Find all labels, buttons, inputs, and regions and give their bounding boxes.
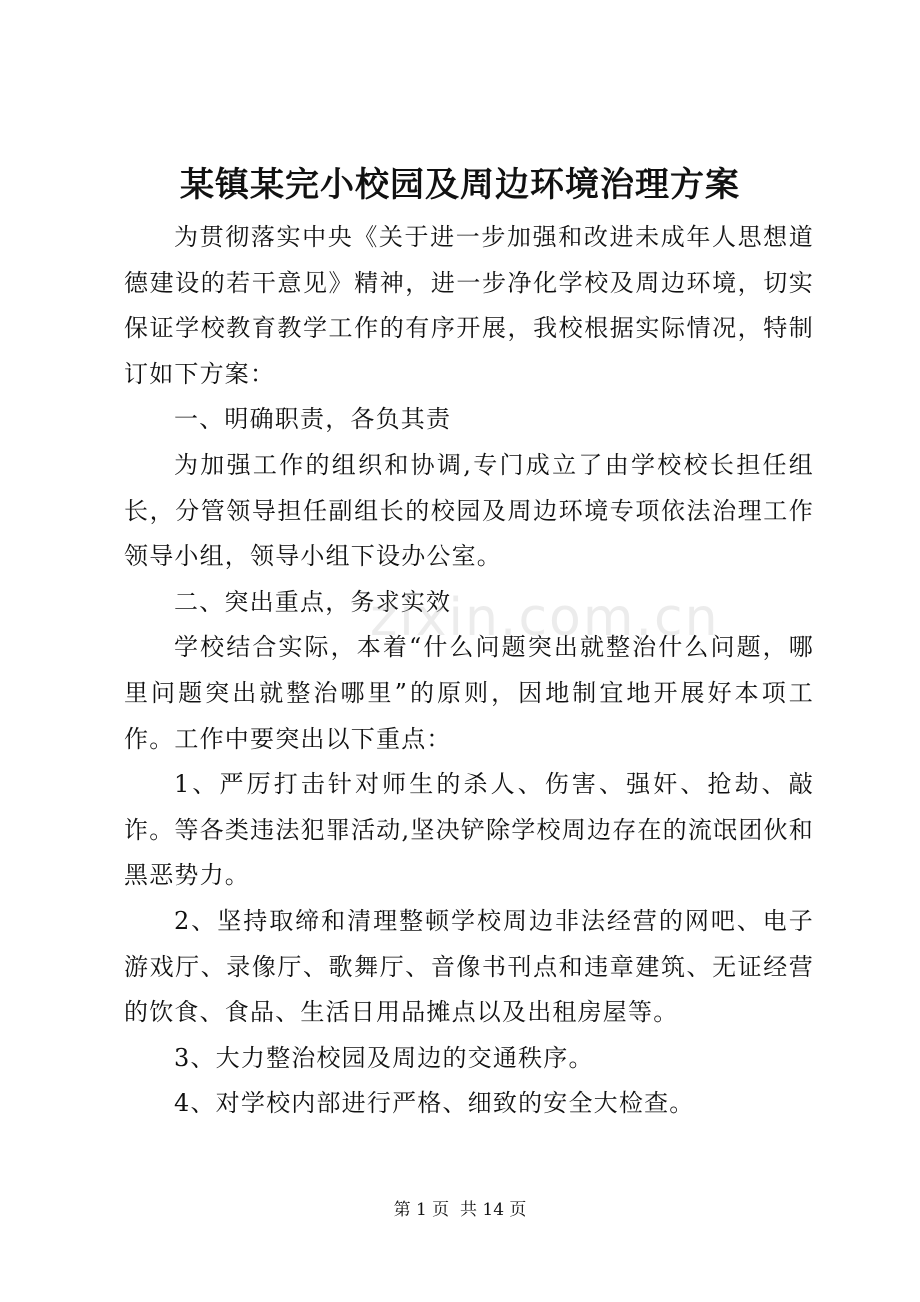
page-footer — [0, 1198, 920, 1222]
document-title: 某镇某完小校园及周边环境治理方案 — [180, 165, 740, 205]
paragraph-principle: 学校结合实际，本着“什么问题突出就整治什么问题，哪里问题突出就整治哪里”的原则，因地制宜地开展好本项工作。工作中要突出以下重点： — [124, 633, 814, 753]
section-heading-1: 一、明确职责，各负其责 — [174, 405, 452, 434]
list-item-3: 3、大力整治校园及周边的交通秩序。 — [174, 1043, 594, 1072]
paragraph-leadership: 为加强工作的组织和协调,专门成立了由学校校长担任组长，分管领导担任副组长的校园及周边环境专项依法治理工作领导小组，领导小组下设办公室。 — [124, 450, 814, 571]
document-body — [124, 215, 814, 1127]
paragraph-intro: 为贯彻落实中央《关于进一步加强和改进未成年人思想道德建设的若干意见》精神，进一步净化学校及周边环境，切实保证学校教育教学工作的有序开展，我校根据实际情况，特制订如下方案： — [124, 223, 814, 388]
list-item-4: 4、对学校内部进行严格、细致的安全大检查。 — [174, 1089, 695, 1118]
watermark: zixin.com.cn — [370, 588, 720, 648]
list-item-1: 1、严厉打击针对师生的杀人、伤害、强奸、抢劫、敲诈。等各类违法犯罪活动,坚决铲除学校周边存在的流氓团伙和黑恶势力。 — [124, 770, 814, 890]
page-number-label: 第 1 页 共 14 页 — [393, 1200, 527, 1220]
section-heading-2: 二、突出重点，务求实效 — [174, 587, 452, 616]
list-item-2: 2、坚持取缔和清理整顿学校周边非法经营的网吧、电子游戏厅、录像厅、歌舞厅、音像书刊点和违章建筑、无证经营的饮食、食品、生活日用品摊点以及出租房屋等。 — [124, 906, 814, 1027]
